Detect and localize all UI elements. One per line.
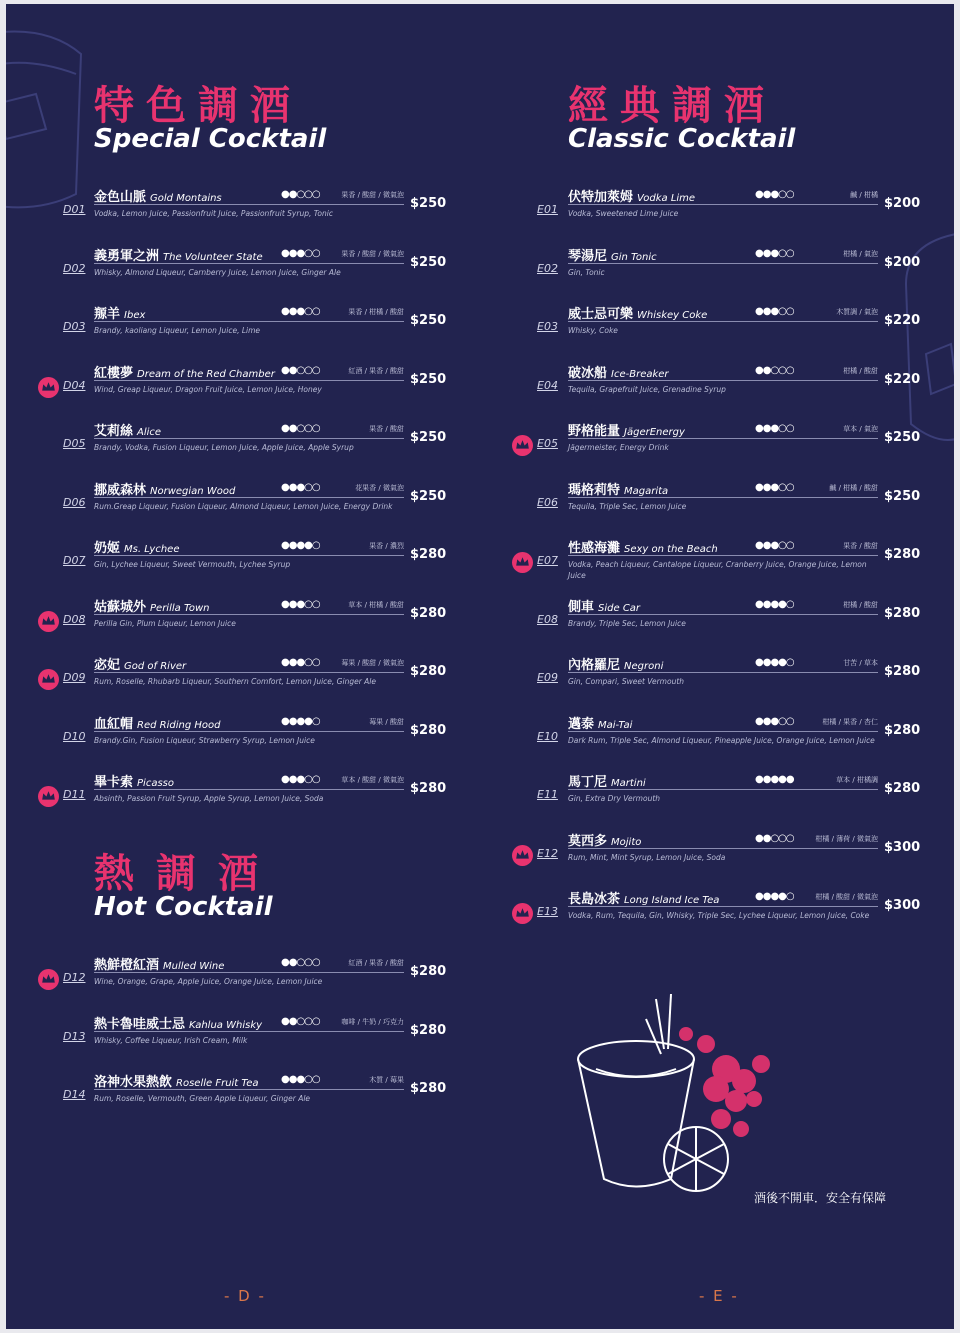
item-name-zh: 挪威森林 (94, 482, 147, 498)
menu-item (480, 830, 954, 880)
item-name-line (94, 1013, 404, 1032)
item-flavor: 果香 / 酸甜 (369, 425, 404, 433)
item-name-en: Magarita (624, 485, 669, 497)
item-flavor: 花果香 / 微氣泡 (355, 483, 404, 492)
item-code: D04 (63, 378, 86, 392)
item-price: $280 (410, 605, 447, 621)
item-ingredients: Vodka, Lemon Juice, Passionfruit Juice, Passionfruit Syrup, Tonic (94, 209, 333, 218)
item-flavor: 咖啡 / 牛奶 / 巧克力 (341, 1017, 404, 1026)
item-name-line (568, 303, 878, 322)
item-name-en: Mai-Tai (598, 719, 633, 731)
item-name-en: Dream of the Red Chamber (137, 368, 275, 380)
menu-item (480, 303, 954, 353)
item-name-en: Gin Tonic (611, 251, 657, 263)
item-name-en: Gold Montains (150, 193, 222, 204)
item-price: $280 (884, 781, 921, 796)
item-name-zh: 洛神水果熱飲 (94, 1075, 173, 1090)
item-code: E06 (537, 495, 558, 509)
menu-item (480, 362, 954, 412)
item-flavor: 紅酒 / 果香 / 酸甜 (348, 366, 404, 375)
item-name-zh: 瑪格莉特 (568, 482, 621, 498)
item-name-zh: 羱羊 (94, 307, 121, 322)
item-code: D10 (63, 729, 86, 743)
item-flavor: 果香 / 酸甜 (843, 542, 878, 550)
item-flavor: 柑橘 / 氣泡 (843, 249, 878, 258)
item-ingredients: Rum.Greap Liqueur, Fusion Liqueur, Almond Liqueur, Lemon Juice, Energy Drink (94, 501, 393, 511)
item-flavor: 柑橘 / 酸甜 / 微氣泡 (815, 893, 878, 901)
item-price: $250 (884, 430, 921, 445)
menu-item (6, 479, 480, 529)
item-ingredients: Gin, Compari, Sweet Vermouth (568, 677, 685, 686)
classic-title-zh: 經典調酒 (568, 83, 776, 129)
item-name-en: Whiskey Coke (637, 310, 708, 321)
item-flavor: 鹹 / 柑橘 / 酸甜 (829, 483, 878, 492)
menu-item (6, 954, 480, 1004)
item-name-en: Red Riding Hood (137, 719, 221, 731)
item-flavor: 莓果 / 酸甜 (369, 717, 404, 726)
item-flavor: 草本 / 酸甜 / 微氣泡 (341, 776, 404, 784)
item-ingredients: Gin, Tonic (568, 267, 605, 277)
item-price: $300 (884, 898, 921, 913)
item-name-zh: 血紅帽 (94, 716, 134, 732)
item-name-line (568, 362, 878, 381)
item-code: E05 (537, 437, 558, 450)
crown-badge-icon (38, 969, 59, 990)
crown-badge-icon (38, 377, 59, 398)
item-price: $280 (410, 781, 447, 796)
menu-item (6, 713, 480, 763)
classic-title-en: Classic Cocktail (568, 124, 796, 154)
strength-rating-icon: ●●●○○ (755, 540, 794, 551)
item-name-en: Perilla Town (150, 602, 210, 614)
item-name-en: Kahlua Whisky (189, 1019, 263, 1031)
strength-rating-icon: ●●●○○ (281, 247, 320, 259)
strength-rating-icon: ●●●○○ (281, 598, 320, 610)
item-price: $280 (884, 664, 921, 679)
item-name-line (568, 479, 878, 498)
strength-rating-icon: ●●○○○ (281, 957, 320, 968)
hot-title-zh: 熱調酒 (94, 851, 280, 897)
menu-item (480, 888, 954, 938)
strength-rating-icon: ●●●○○ (755, 715, 794, 727)
item-name-zh: 側車 (568, 599, 595, 615)
item-name-line (94, 654, 404, 673)
item-code: E03 (537, 320, 558, 333)
menu-item (6, 420, 480, 470)
menu-item (480, 479, 954, 529)
menu-item (6, 1013, 480, 1063)
item-name-zh: 金色山脈 (94, 190, 147, 205)
item-price: $280 (410, 547, 447, 562)
item-price: $280 (884, 547, 921, 562)
special-title-zh: 特色調酒 (94, 83, 302, 129)
item-price: $220 (884, 313, 921, 328)
menu-item (6, 537, 480, 587)
item-price: $220 (884, 371, 921, 387)
menu-item (6, 362, 480, 412)
item-code: D13 (63, 1029, 86, 1043)
item-price: $280 (410, 1022, 447, 1038)
menu-item (6, 596, 480, 646)
item-flavor: 果香 / 濃烈 (369, 542, 404, 550)
item-name-line (94, 362, 404, 381)
item-name-zh: 宓妃 (94, 658, 121, 673)
item-name-line (94, 186, 404, 205)
item-name-zh: 熱卡魯哇威士忌 (94, 1016, 186, 1032)
item-name-en: God of River (124, 661, 187, 672)
crown-badge-icon (512, 845, 533, 866)
item-ingredients: Tequila, Grapefruit Juice, Grenadine Syrup (568, 384, 726, 394)
item-price: $250 (410, 488, 447, 504)
item-ingredients: Wind, Greap Liqueur, Dragon Fruit Juice, Lemon Juice, Honey (94, 384, 322, 394)
menu-item (6, 245, 480, 295)
menu-page (6, 4, 954, 1329)
item-code: D12 (63, 971, 86, 984)
item-ingredients: Jägermeister, Energy Drink (568, 443, 669, 452)
strength-rating-icon: ●●○○○ (281, 423, 320, 434)
item-name-en: Martini (611, 778, 646, 789)
item-code: D11 (63, 788, 86, 801)
item-name-en: Negroni (624, 661, 664, 672)
item-name-zh: 奶姬 (94, 541, 121, 556)
item-name-zh: 姑蘇城外 (94, 599, 147, 615)
item-code: E08 (537, 612, 558, 626)
item-name-line (568, 537, 878, 556)
item-ingredients: Whisky, Coffee Liqueur, Irish Cream, Milk (94, 1035, 248, 1045)
item-price: $280 (410, 1081, 447, 1096)
menu-item (480, 713, 954, 763)
item-name-zh: 畢卡索 (94, 775, 134, 790)
item-flavor: 柑橘 / 酸甜 (843, 366, 878, 375)
item-flavor: 莓果 / 酸甜 / 微氣泡 (341, 659, 404, 667)
item-name-zh: 性感海灘 (568, 541, 621, 556)
item-name-line (568, 596, 878, 615)
item-name-line (94, 954, 404, 973)
special-title-en: Special Cocktail (94, 124, 327, 154)
item-name-en: Side Car (598, 602, 641, 614)
item-ingredients: Whisky, Almond Liqueur, Carnberry Juice, Lemon Juice, Ginger Ale (94, 267, 341, 277)
item-ingredients: Rum, Roselle, Vermouth, Green Apple Liqueur, Ginger Ale (94, 1094, 311, 1103)
item-name-zh: 內格羅尼 (568, 658, 621, 673)
item-name-line (94, 303, 404, 322)
item-name-en: The Volunteer State (163, 251, 263, 263)
item-name-en: Ice-Breaker (611, 368, 669, 380)
strength-rating-icon: ●●●○○ (755, 306, 794, 317)
item-name-en: Mojito (611, 836, 642, 848)
item-flavor: 果香 / 酸甜 / 微氣泡 (341, 249, 404, 258)
strength-rating-icon: ●●●○○ (755, 481, 794, 493)
item-name-en: Alice (137, 427, 162, 438)
strength-rating-icon: ●●●○○ (281, 481, 320, 493)
strength-rating-icon: ●●●●○ (755, 891, 794, 902)
menu-item (480, 420, 954, 470)
item-ingredients: Vodka, Sweetened Lime Juice (568, 209, 679, 218)
item-name-en: Ms. Lychee (124, 544, 180, 555)
item-code: E04 (537, 378, 558, 392)
item-code: D08 (63, 612, 86, 626)
strength-rating-icon: ●●●○○ (755, 247, 794, 259)
item-ingredients: Rum, Roselle, Rhubarb Liqueur, Southern Comfort, Lemon Juice, Ginger Ale (94, 677, 377, 686)
item-price: $250 (884, 488, 921, 504)
crown-badge-icon (512, 435, 533, 456)
item-price: $300 (884, 839, 921, 855)
item-flavor: 柑橘 / 酸甜 (843, 600, 878, 609)
menu-item (6, 771, 480, 821)
item-price: $280 (884, 605, 921, 621)
menu-item (6, 1071, 480, 1121)
item-ingredients: Gin, Extra Dry Vermouth (568, 794, 661, 803)
item-name-en: Long Island Ice Tea (624, 895, 720, 906)
strength-rating-icon: ●●●○○ (755, 189, 794, 200)
strength-rating-icon: ●●○○○ (281, 364, 320, 376)
item-name-en: Mulled Wine (163, 961, 225, 972)
menu-item (480, 186, 954, 236)
item-name-zh: 長島冰茶 (568, 892, 621, 907)
strength-rating-icon: ●●●●● (755, 774, 794, 785)
item-price: $280 (410, 664, 447, 679)
menu-item (6, 654, 480, 704)
item-name-en: Sexy on the Beach (624, 544, 718, 555)
left-column (6, 4, 480, 1329)
strength-rating-icon: ●●●○○ (755, 423, 794, 434)
item-name-line (94, 479, 404, 498)
strength-rating-icon: ●●●○○ (281, 774, 320, 785)
safety-note: 酒後不開車．安全有保障 (754, 1191, 887, 1205)
item-ingredients: Brandy, Vodka, Fusion Liqueur, Lemon Juice, Apple Juice, Apple Syrup (94, 443, 354, 452)
strength-rating-icon: ●●●●○ (755, 598, 794, 610)
crown-badge-icon (38, 611, 59, 632)
item-ingredients: Gin, Lychee Liqueur, Sweet Vermouth, Lychee Syrup (94, 560, 291, 569)
item-name-line (94, 713, 404, 732)
item-price: $200 (884, 196, 921, 211)
item-flavor: 木質 / 莓果 (369, 1076, 404, 1084)
menu-item (480, 596, 954, 646)
item-price: $250 (410, 196, 447, 211)
item-ingredients: Tequila, Triple Sec, Lemon Juice (568, 501, 687, 511)
strength-rating-icon: ●●●○○ (281, 657, 320, 668)
strength-rating-icon: ●●●●○ (281, 715, 320, 727)
strength-rating-icon: ●●●○○ (281, 306, 320, 317)
item-code: D01 (63, 203, 86, 216)
item-name-line (568, 888, 878, 907)
item-flavor: 鹹 / 柑橘 (850, 191, 878, 199)
item-name-zh: 莫西多 (568, 833, 608, 849)
item-ingredients: Dark Rum, Triple Sec, Almond Liqueur, Pineapple Juice, Orange Juice, Lemon Juice (568, 735, 875, 745)
item-name-en: Norwegian Wood (150, 485, 236, 497)
item-ingredients: Rum, Mint, Mint Syrup, Lemon Juice, Soda (568, 852, 726, 862)
item-code: D03 (63, 320, 86, 333)
item-code: E01 (537, 203, 558, 216)
item-name-zh: 破冰船 (568, 365, 608, 381)
cocktail-flower-illustration-icon (576, 989, 776, 1219)
item-price: $250 (410, 430, 447, 445)
item-price: $280 (884, 722, 921, 738)
item-name-line (568, 771, 878, 790)
item-code: D02 (63, 261, 86, 275)
item-ingredients: Whisky, Coke (568, 326, 618, 335)
item-price: $280 (410, 964, 447, 979)
item-flavor: 草本 / 柑橘調 (836, 776, 878, 784)
item-price: $250 (410, 313, 447, 328)
item-ingredients: Brandy.Gin, Fusion Liqueur, Strawberry Syrup, Lemon Juice (94, 735, 315, 745)
item-code: E12 (537, 846, 558, 860)
item-name-zh: 義勇軍之洲 (94, 248, 160, 264)
item-price: $280 (410, 722, 447, 738)
item-flavor: 草本 / 氣泡 (843, 425, 878, 433)
menu-item (480, 537, 954, 587)
item-ingredients: Absinth, Passion Fruit Syrup, Apple Syrup, Lemon Juice, Soda (94, 794, 324, 803)
item-name-line (568, 186, 878, 205)
page-number-right: - E - (699, 1287, 739, 1305)
item-ingredients: Vodka, Peach Liqueur, Cantalope Liqueur, Cranberry Juice, Orange Juice, Lemon Juice (568, 560, 867, 580)
item-code: E11 (537, 788, 558, 801)
item-name-line (568, 420, 878, 439)
item-price: $250 (410, 254, 447, 270)
item-code: D07 (63, 554, 86, 567)
menu-item (480, 771, 954, 821)
item-price: $200 (884, 254, 921, 270)
crown-badge-icon (512, 552, 533, 573)
item-name-line (568, 713, 878, 732)
item-name-zh: 艾莉絲 (94, 424, 134, 439)
item-name-line (94, 771, 404, 790)
item-flavor: 果香 / 柑橘 / 酸甜 (348, 308, 404, 316)
crown-badge-icon (512, 903, 533, 924)
item-flavor: 柑橘 / 薄荷 / 微氣泡 (815, 834, 878, 843)
item-ingredients: Brandy, Triple Sec, Lemon Juice (568, 618, 686, 628)
item-name-en: Vodka Lime (637, 193, 696, 204)
menu-item (480, 654, 954, 704)
crown-badge-icon (38, 669, 59, 690)
item-ingredients: Brandy, kaoliang Liqueur, Lemon Juice, Lime (94, 326, 261, 335)
item-name-en: Ibex (124, 310, 146, 321)
item-code: E02 (537, 261, 558, 275)
item-name-zh: 琴湯尼 (568, 248, 608, 264)
item-code: D09 (63, 671, 86, 684)
strength-rating-icon: ●●●●○ (755, 657, 794, 668)
item-name-zh: 熱鮮橙紅酒 (94, 958, 160, 973)
item-code: E10 (537, 729, 558, 743)
strength-rating-icon: ●●○○○ (281, 189, 320, 200)
item-name-en: JägerEnergy (624, 427, 685, 438)
item-name-line (568, 245, 878, 264)
hot-title-en: Hot Cocktail (94, 892, 273, 922)
item-ingredients: Vodka, Rum, Tequila, Gin, Whisky, Triple Sec, Lychee Liqueur, Lemon Juice, Coke (568, 911, 870, 920)
item-name-en: Picasso (137, 778, 174, 789)
item-flavor: 木質調 / 氣泡 (836, 308, 878, 316)
item-name-line (94, 245, 404, 264)
item-code: E07 (537, 554, 558, 567)
item-name-line (568, 654, 878, 673)
strength-rating-icon: ●●○○○ (755, 364, 794, 376)
strength-rating-icon: ●●●○○ (281, 1074, 320, 1085)
item-name-zh: 紅樓夢 (94, 365, 134, 381)
crown-badge-icon (38, 786, 59, 807)
item-name-line (94, 596, 404, 615)
item-name-line (94, 420, 404, 439)
menu-item (6, 303, 480, 353)
item-code: E09 (537, 671, 558, 684)
item-name-zh: 野格能量 (568, 424, 621, 439)
item-code: E13 (537, 905, 558, 918)
item-flavor: 甘苦 / 草本 (843, 659, 878, 667)
item-flavor: 紅酒 / 果香 / 酸甜 (348, 959, 404, 967)
item-name-line (94, 1071, 404, 1090)
strength-rating-icon: ●●○○○ (755, 832, 794, 844)
item-price: $250 (410, 371, 447, 387)
item-name-line (568, 830, 878, 849)
item-name-zh: 邁泰 (568, 716, 595, 732)
item-ingredients: Perilla Gin, Plum Liqueur, Lemon Juice (94, 618, 236, 628)
item-flavor: 草本 / 柑橘 / 酸甜 (348, 600, 404, 609)
item-code: D06 (63, 495, 86, 509)
strength-rating-icon: ●●●●○ (281, 540, 320, 551)
item-name-en: Roselle Fruit Tea (176, 1078, 259, 1089)
item-name-line (94, 537, 404, 556)
item-flavor: 柑橘 / 果香 / 杏仁 (822, 717, 878, 726)
strength-rating-icon: ●●○○○ (281, 1015, 320, 1027)
menu-item (480, 245, 954, 295)
item-flavor: 果香 / 酸甜 / 微氣泡 (341, 191, 404, 199)
item-name-zh: 馬丁尼 (568, 775, 608, 790)
item-ingredients: Wine, Orange, Grape, Apple Juice, Orange Juice, Lemon Juice (94, 977, 323, 986)
item-code: D14 (63, 1088, 86, 1101)
menu-item (6, 186, 480, 236)
item-code: D05 (63, 437, 86, 450)
page-number-left: - D - (224, 1287, 266, 1305)
item-name-zh: 威士忌可樂 (568, 307, 634, 322)
item-name-zh: 伏特加萊姆 (568, 190, 634, 205)
